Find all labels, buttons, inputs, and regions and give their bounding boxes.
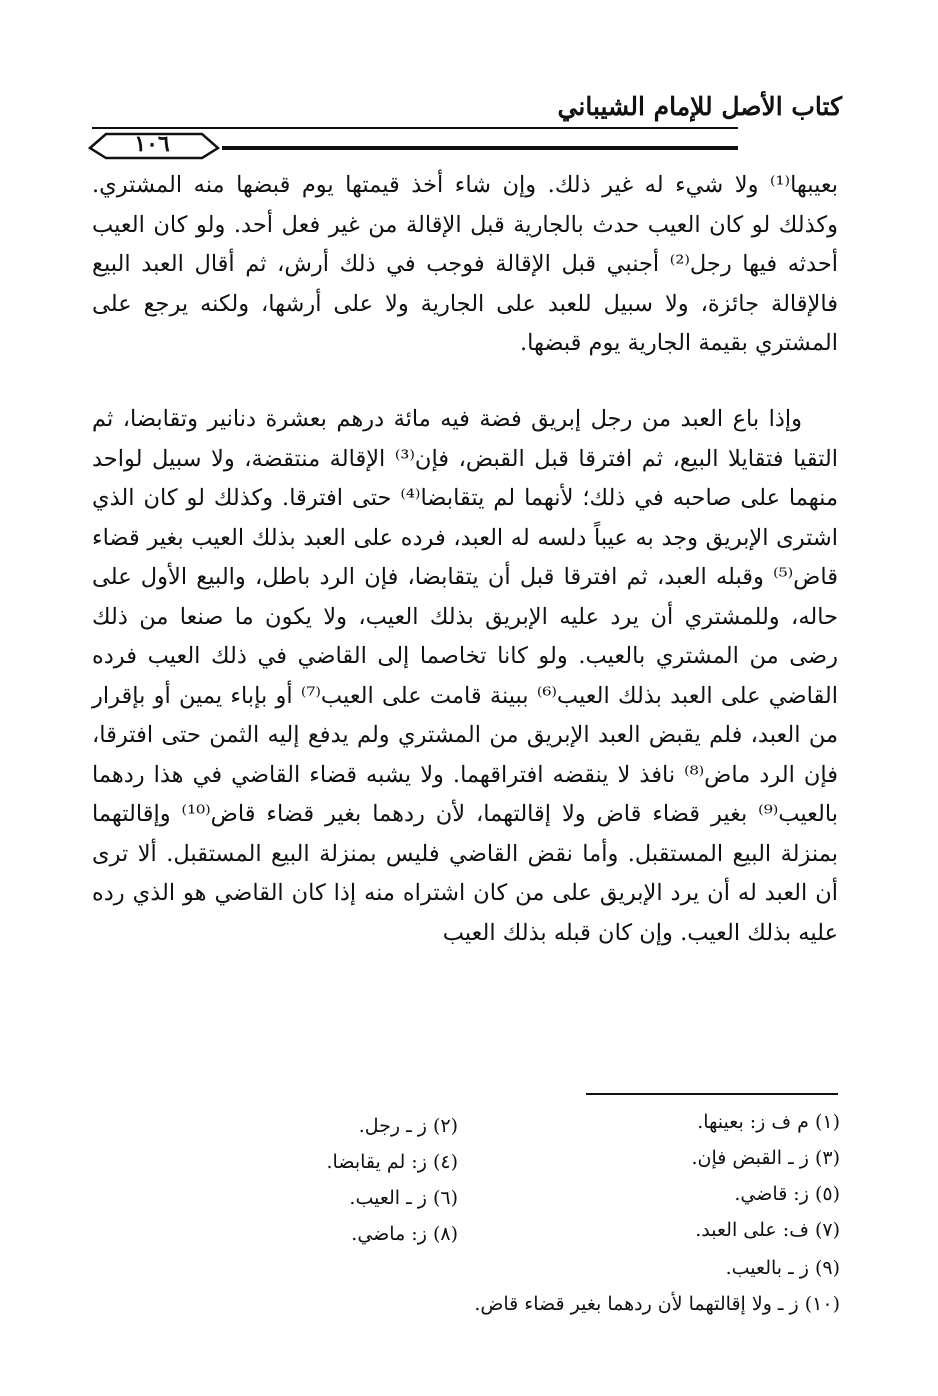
footnote-text: ز ـ العيب. [349, 1187, 427, 1209]
header-rule-bottom [222, 146, 738, 150]
header-rule-top [92, 127, 738, 129]
footnote-text: ز ـ ولا إقالتهما لأن ردهما بغير قضاء قاض. [474, 1293, 799, 1315]
footnote-10 [474, 1292, 840, 1316]
footnote-number: (١٠) [804, 1293, 840, 1315]
footnote-number: (١) [814, 1111, 840, 1133]
footnote-number: (٤) [432, 1151, 458, 1173]
footnote-number: (٧) [814, 1219, 840, 1241]
footnote-text: ز ـ القبض فإن. [691, 1147, 809, 1169]
footnote-text: ز: ماضي. [351, 1223, 427, 1245]
footnote-4 [327, 1150, 458, 1174]
footnote-1 [697, 1110, 840, 1134]
page-number-frame [88, 130, 220, 160]
footnote-text: م ف ز: بعينها. [697, 1111, 809, 1133]
footnote-text: ف: على العبد. [695, 1219, 809, 1241]
footnote-5 [734, 1182, 840, 1206]
footnote-number: (٦) [432, 1187, 458, 1209]
paragraph-1 [92, 166, 838, 364]
footnote-8 [351, 1222, 458, 1246]
footnote-number: (٣) [814, 1147, 840, 1169]
paragraph-2 [92, 400, 838, 953]
footnote-text: ز: قاضي. [734, 1183, 809, 1205]
footnote-7 [695, 1218, 840, 1242]
page-number: ١٠٦ [134, 131, 170, 157]
footnote-2 [359, 1114, 458, 1138]
footnote-number: (٢) [432, 1115, 458, 1137]
footnote-9 [726, 1256, 840, 1280]
footnote-separator [586, 1093, 838, 1095]
footnote-text: ز ـ بالعيب. [725, 1257, 809, 1279]
paragraph-1-text: بعيبها⁽¹⁾ ولا شيء له غير ذلك. وإن شاء أخذ قيمتها يوم قبضها منه المشتري. وكذلك لو كان العيب حدث بالجارية قبل الإقالة من غير فعل أحد. ولو كان العيب أحدثه فيها رجل⁽²⁾ أجنبي قبل الإقالة فوجب في ذلك أرش، ثم أقال العبد البيع فالإقالة جائزة، ولا سبيل للعبد على الجارية ولا على أرشها، ولكنه يرجع على المشتري بقيمة الجارية يوم قبضها. [92, 172, 838, 356]
running-header-title: كتاب الأصل للإمام الشيباني [557, 92, 842, 121]
paragraph-2-text: وإذا باع العبد من رجل إبريق فضة فيه مائة درهم بعشرة دنانير وتقابضا، ثم التقيا فتقايلا البيع، ثم افترقا قبل القبض، فإن⁽³⁾ الإقالة منتقضة، ولا سبيل لواحد منهما على صاحبه في ذلك؛ لأنهما لم يتقابضا⁽⁴⁾ حتى افترقا. وكذلك لو كان الذي اشترى الإبريق وجد به عيباً دلسه له العبد، فرده على العبد بذلك العيب بغير قضاء قاض⁽⁵⁾ وقبله العبد، ثم افترقا قبل أن يتقابضا، فإن الرد باطل، والبيع الأول على حاله، وللمشتري أن يرد عليه الإبريق بذلك العيب، ولا يكون ما صنعا من ذلك رضى من المشتري بالعيب. ولو كانا تخاصما إلى القاضي في ذلك العيب فرده القاضي على العبد بذلك العيب⁽⁶⁾ ببينة قامت على العيب⁽⁷⁾ أو بإباء يمين أو بإقرار من العبد، فلم يقبض العبد الإبريق من المشتري ولم يدفع إليه الثمن حتى افترقا، فإن الرد ماض⁽⁸⁾ نافذ لا ينقضه افتراقهما. ولا يشبه قضاء القاضي في هذا ردهما بالعيب⁽⁹⁾ بغير قضاء قاض ولا إقالتهما، لأن ردهما بغير قضاء قاض⁽¹⁰⁾ وإقالتهما بمنزلة البيع المستقبل. وأما نقض القاضي فليس بمنزلة البيع المستقبل. ألا ترى أن العبد له أن يرد الإبريق على من كان اشتراه منه إذا كان القاضي هو الذي رده عليه بذلك العيب. وإن كان قبله بذلك العيب [92, 406, 839, 946]
footnote-3 [691, 1146, 840, 1170]
footnote-text: ز ـ رجل. [358, 1115, 427, 1137]
footnote-6 [349, 1186, 458, 1210]
footnote-text: ز: لم يقابضا. [326, 1151, 427, 1173]
footnote-number: (٥) [814, 1183, 840, 1205]
footnote-number: (٨) [432, 1223, 458, 1245]
footnote-number: (٩) [814, 1257, 840, 1279]
